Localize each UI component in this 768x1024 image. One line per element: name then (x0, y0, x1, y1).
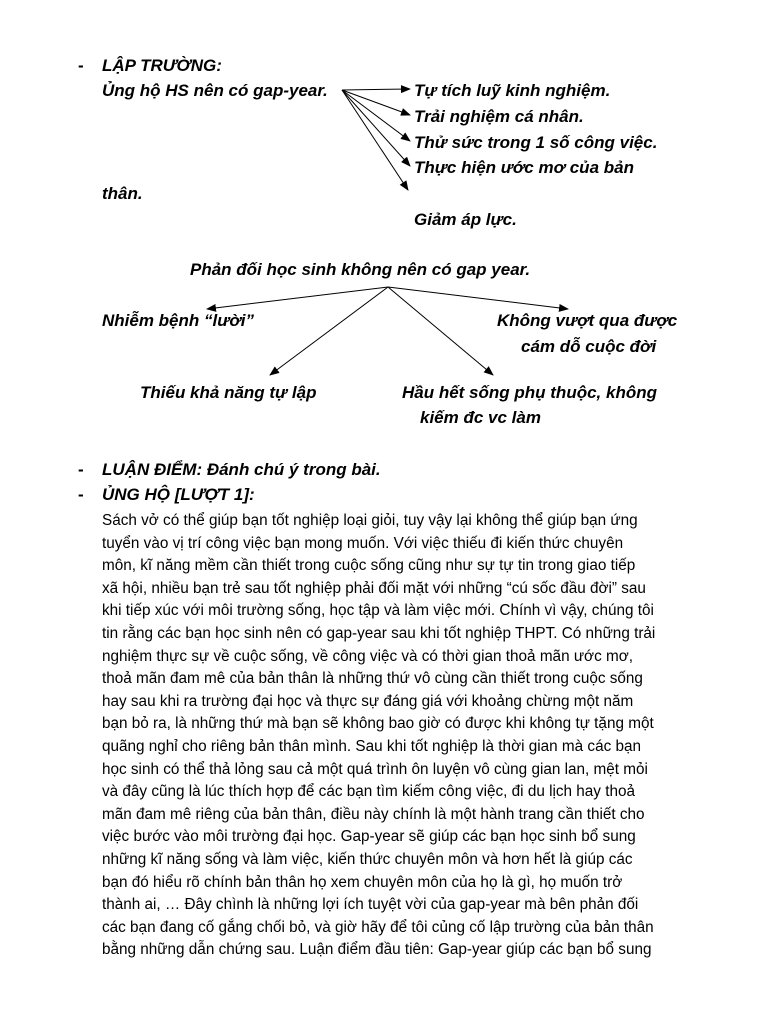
oppose-reason: Nhiễm bệnh “lười” (102, 311, 255, 330)
arrow-support-2 (342, 90, 410, 115)
paragraph-line: tin rằng các bạn học sinh nên có gap-year sau khi tốt nghiệp THPT. Có những trải (102, 624, 656, 642)
paragraph-line: môn, kĩ năng mềm cần thiết trong cuộc sống cũng như sự tự tin trong giao tiếp (102, 557, 636, 575)
paragraph-line: tuyển vào vị trí công việc bạn mong muốn. Với việc thiếu đi kiến thức chuyên (102, 534, 624, 552)
support-reason-continuation: thân. (102, 184, 143, 203)
paragraph-line: khi tiếp xúc với môi trường sống, học tập và làm việc mới. Chính vì vậy, chúng tôi (102, 602, 654, 620)
arrow-support-4 (342, 90, 410, 166)
arrow-oppose-1 (207, 287, 388, 309)
arrow-support-5 (342, 90, 408, 190)
paragraph-line: Sách vở có thể giúp bạn tốt nghiệp loại giỏi, tuy vậy lại không thể giúp bạn ứng (102, 512, 638, 529)
arrow-oppose-3 (270, 287, 388, 375)
paragraph-line: quãng nghỉ cho riêng bản thân mình. Sau khi tốt nghiệp là thời gian mà các bạn (102, 737, 641, 755)
oppose-reason: Thiếu khả năng tự lập (140, 383, 317, 402)
paragraph-line: bạn đó hiểu rõ chính bản thân họ xem chuyên môn của họ là gì, họ muốn trở (102, 873, 623, 891)
oppose-reason: Hầu hết sống phụ thuộc, không (402, 383, 657, 402)
paragraph-line: thành ai, … Đây chình là những lợi ích tuyệt vời của gap-year mà bên phản đối (102, 896, 639, 914)
arrow-support-1 (342, 89, 410, 90)
paragraph-line: việc bước vào môi trường đại học. Gap-year sẽ giúp các bạn học sinh bổ sung (102, 828, 636, 846)
arrow-oppose-4 (388, 287, 493, 375)
paragraph-line: những kĩ năng sống và làm việc, kiến thức chuyên môn và hơn hết là giúp các (102, 850, 633, 868)
support-reason: Trải nghiệm cá nhân. (414, 107, 584, 126)
oppose-reason: cám dỗ cuộc đời (521, 337, 657, 356)
paragraph-line: hay sau khi ra trường đại học và thực sự đáng giá với khoảng chừng một năm (102, 692, 634, 710)
bullet-dash: - (78, 485, 84, 504)
bullet-dash: - (78, 56, 84, 75)
section-heading-stance: LẬP TRƯỜNG: (102, 56, 222, 75)
support-claim: Ủng hộ HS nên có gap-year. (102, 81, 328, 100)
oppose-reason: Không vượt qua được (497, 311, 678, 330)
support-paragraph (102, 510, 702, 962)
bullet-dash: - (78, 460, 84, 479)
paragraph-line: thoả mãn đam mê của bản thân là những thứ vô cùng cần thiết trong cuộc sống (102, 670, 643, 688)
oppose-claim: Phản đối học sinh không nên có gap year. (190, 260, 531, 279)
support-reason: Tự tích luỹ kinh nghiệm. (414, 81, 611, 100)
paragraph-line: mãn đam mê riêng của bản thân, điều này chính là một hành trang cần thiết cho (102, 805, 645, 823)
paragraph-line: nghiệm thực sự về cuộc sống, về công việc và có thời gian thoả mãn ước mơ, (102, 647, 634, 665)
oppose-reason: kiếm đc vc làm (420, 408, 541, 427)
section-heading-support-round: ỦNG HỘ [LƯỢT 1]: (102, 485, 255, 504)
paragraph-line: xã hội, nhiều bạn trẻ sau tốt nghiệp phải đối mặt với những “cú sốc đầu đời” sau (102, 579, 646, 597)
arrow-support-3 (342, 90, 410, 141)
paragraph-line: bạn bỏ ra, là những thứ mà bạn sẽ không bao giờ có được khi không tự tặng một (102, 715, 654, 733)
paragraph-line: các bạn đang cố gắng chối bỏ, và giờ hãy để tôi củng cố lập trường của bản thân (102, 918, 654, 936)
support-reason: Giảm áp lực. (414, 210, 517, 229)
paragraph-line: học sinh có thể thả lỏng sau cả một quá trình ôn luyện vô cùng gian lan, mệt mỏi (102, 760, 648, 778)
section-heading-arguments: LUẬN ĐIỂM: Đánh chú ý trong bài. (102, 460, 381, 479)
support-reason: Thử sức trong 1 số công việc. (414, 133, 658, 152)
paragraph-line: bằng những dẫn chứng sau. Luận điểm đầu tiên: Gap-year giúp các bạn bổ sung (102, 941, 652, 959)
paragraph-line: và đây cũng là lúc thích hợp để các bạn tìm kiếm công việc, đi du lịch hay thoả (102, 783, 635, 801)
arrow-oppose-2 (388, 287, 568, 309)
support-reason: Thực hiện ước mơ của bản (414, 158, 634, 177)
